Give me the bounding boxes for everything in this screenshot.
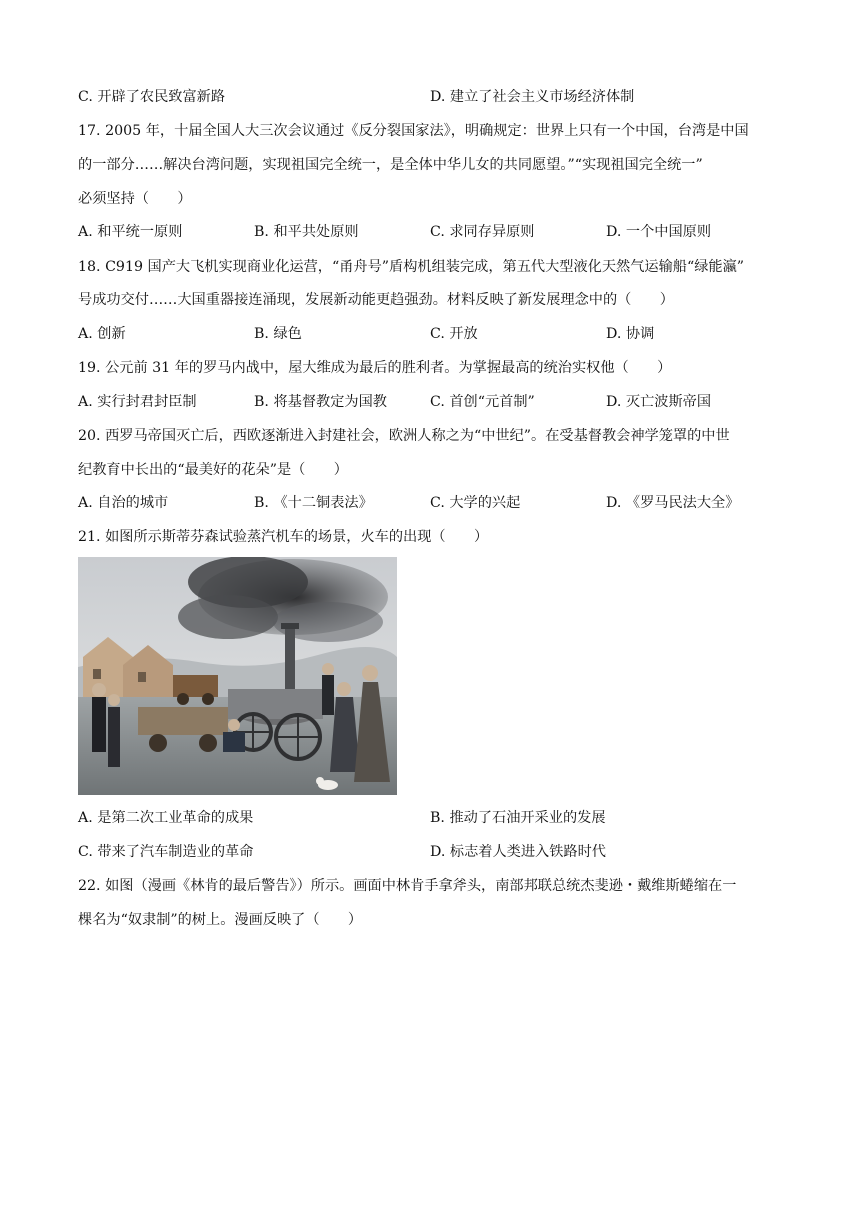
- q17-option-d: D. 一个中国原则: [606, 224, 712, 240]
- q19-option-c: C. 首创“元首制”: [430, 394, 535, 410]
- q20-option-d: D. 《罗马民法大全》: [606, 495, 740, 511]
- q19-option-d: D. 灭亡波斯帝国: [606, 394, 712, 410]
- q21-option-b: B. 推动了石油开采业的发展: [430, 810, 606, 826]
- q18-stem-line-1: 18. C919 国产大飞机实现商业化运营，“甬舟号”盾构机组装完成，第五代大型液化天然气运输船“绿能瀛”: [78, 259, 745, 275]
- q16-option-d: D. 建立了社会主义市场经济体制: [430, 89, 635, 105]
- q20-stem-line-1: 20. 西罗马帝国灭亡后，西欧逐渐进入封建社会，欧洲人称之为“中世纪”。在受基督教会神学笼罩的中世: [78, 428, 730, 444]
- q19-stem-line-1: 19. 公元前 31 年的罗马内战中，屋大维成为最后的胜利者。为掌握最高的统治实权他（ ）: [78, 360, 672, 376]
- q17-option-b: B. 和平共处原则: [254, 224, 359, 240]
- q17-stem-line-2: 的一部分……解决台湾问题，实现祖国完全统一，是全体中华儿女的共同愿望。”“实现祖国完全统一”: [78, 157, 703, 173]
- q20-option-a: A. 自治的城市: [78, 495, 169, 511]
- q20-option-b: B. 《十二铜表法》: [254, 495, 373, 511]
- q22-stem-line-2: 棵名为“奴隶制”的树上。漫画反映了（ ）: [78, 912, 363, 928]
- q21-option-c: C. 带来了汽车制造业的革命: [78, 844, 254, 860]
- q19-option-b: B. 将基督教定为国教: [254, 394, 387, 410]
- q21-option-d: D. 标志着人类进入铁路时代: [430, 844, 606, 860]
- q17-option-a: A. 和平统一原则: [78, 224, 183, 240]
- q18-option-a: A. 创新: [78, 326, 126, 342]
- q17-stem-line-3: 必须坚持（ ）: [78, 191, 192, 207]
- q19-option-a: A. 实行封君封臣制: [78, 394, 197, 410]
- q17-option-c: C. 求同存异原则: [430, 224, 535, 240]
- q18-option-b: B. 绿色: [254, 326, 302, 342]
- q18-stem-line-2: 号成功交付……大国重器接连涌现，发展新动能更趋强劲。材料反映了新发展理念中的（ ）: [78, 292, 674, 308]
- q18-option-c: C. 开放: [430, 326, 478, 342]
- q21-option-a: A. 是第二次工业革命的成果: [78, 810, 254, 826]
- q18-option-d: D. 协调: [606, 326, 655, 342]
- q16-option-c: C. 开辟了农民致富新路: [78, 89, 226, 105]
- steam-locomotive-illustration: [78, 557, 397, 795]
- q20-stem-line-2: 纪教育中长出的“最美好的花朵”是（ ）: [78, 462, 348, 478]
- q17-stem-line-1: 17. 2005 年，十届全国人大三次会议通过《反分裂国家法》，明确规定：世界上只有一个中国，台湾是中国: [78, 123, 749, 139]
- q20-option-c: C. 大学的兴起: [430, 495, 521, 511]
- q21-stem-line-1: 21. 如图所示斯蒂芬森试验蒸汽机车的场景，火车的出现（ ）: [78, 529, 489, 545]
- q22-stem-line-1: 22. 如图（漫画《林肯的最后警告》）所示。画面中林肯手拿斧头，南部邦联总统杰斐逊・戴维斯蜷缩在一: [78, 878, 737, 894]
